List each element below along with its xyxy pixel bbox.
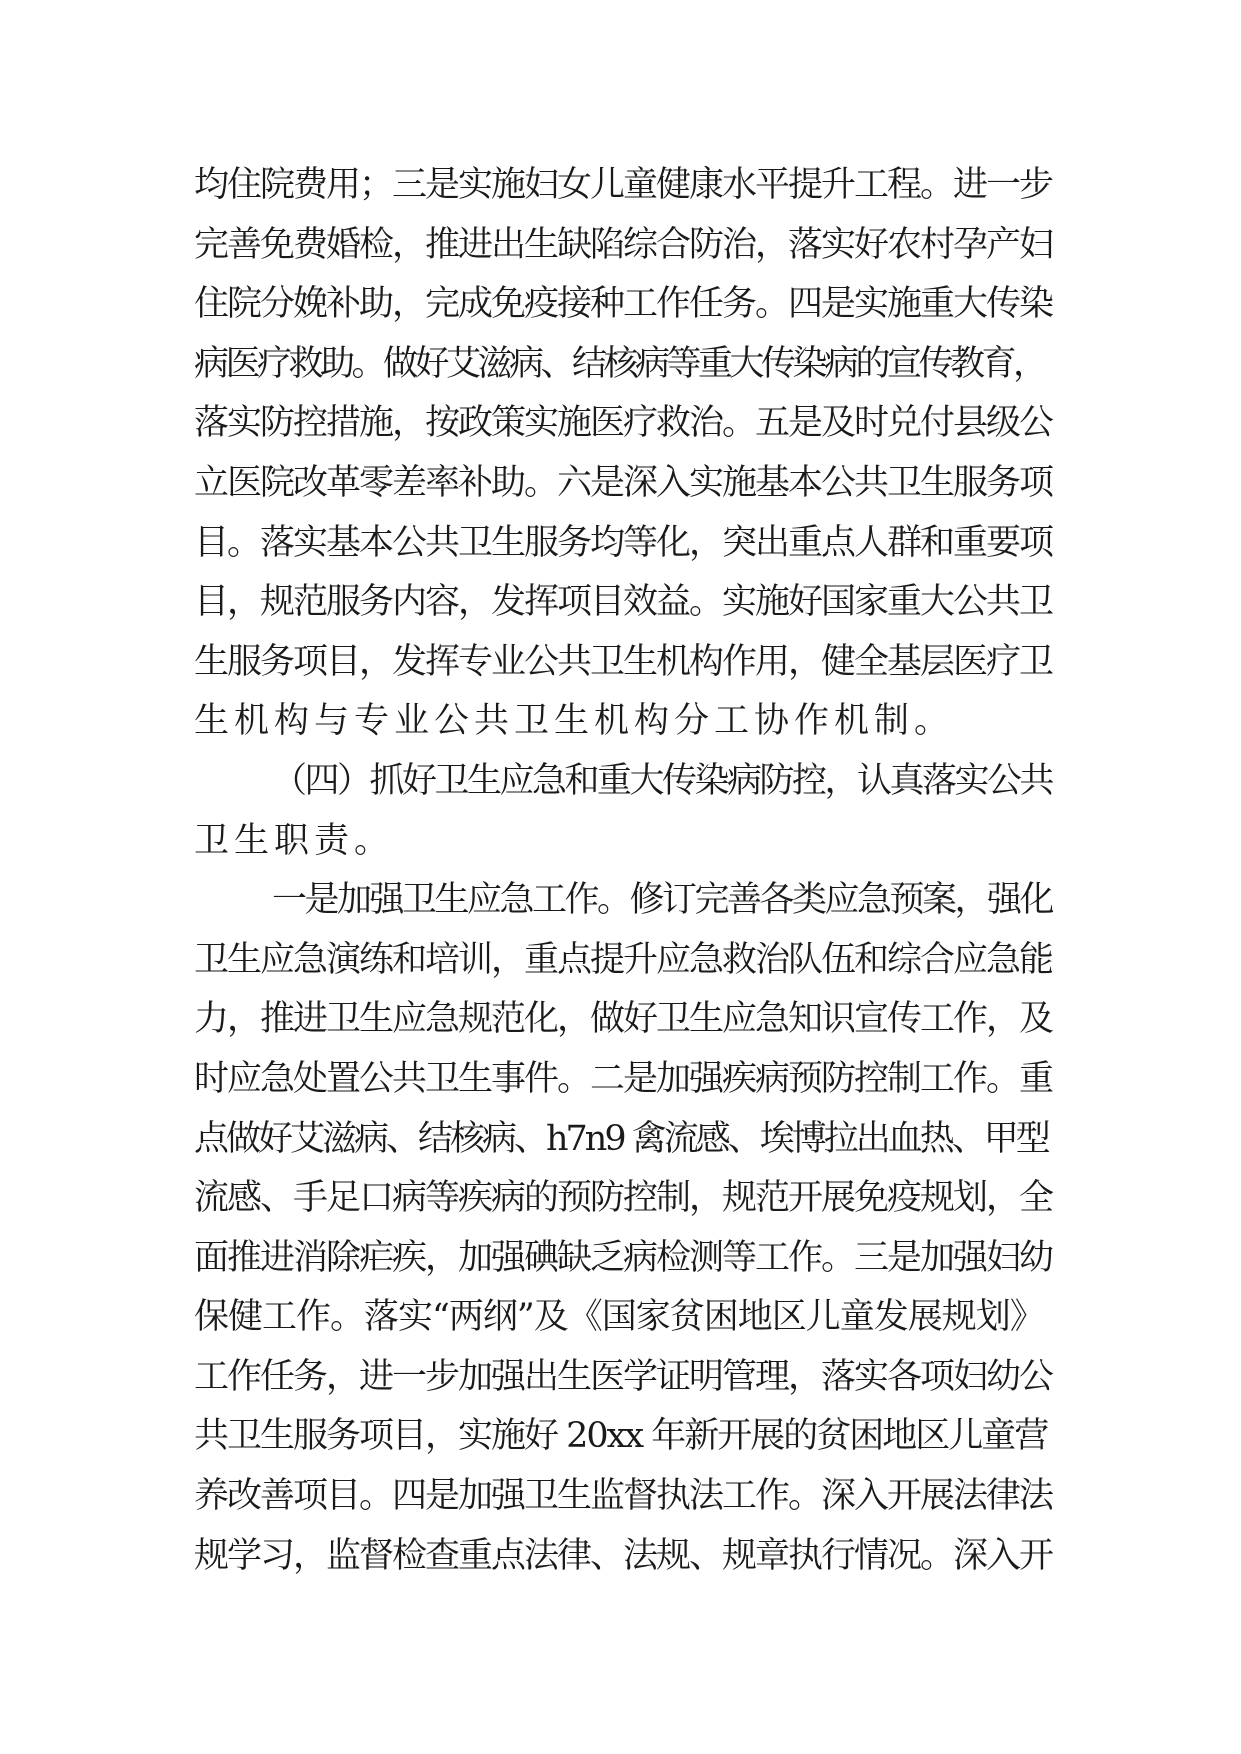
text-line: 共卫生服务项目，实施好 20xx 年新开展的贫困地区儿童营 — [194, 1416, 1048, 1457]
text-line: 保健工作。落实“两纲”及《国家贫困地区儿童发展规划》 — [194, 1297, 1044, 1338]
text-line: 完善免费婚检，推进出生缺陷综合防治，落实好农村孕产妇 — [194, 224, 1053, 265]
text-line: 目。落实基本公共卫生服务均等化，突出重点人群和重要项 — [194, 522, 1053, 563]
text-line: 一是加强卫生应急工作。修订完善各类应急预案，强化 — [272, 880, 1053, 921]
text-line: 点做好艾滋病、结核病、h7n9 禽流感、埃博拉出血热、甲型 — [194, 1118, 1048, 1159]
text-line: 目，规范服务内容，发挥项目效益。实施好国家重大公共卫 — [194, 582, 1053, 623]
text-line: 流感、手足口病等疾病的预防控制，规范开展免疫规划，全 — [194, 1178, 1053, 1219]
text-line: 病医疗救助。做好艾滋病、结核病等重大传染病的宣传教育， — [194, 343, 1045, 384]
text-line: （四）抓好卫生应急和重大传染病防控，认真落实公共 — [272, 760, 1053, 801]
text-line: 生机构与专业公共卫生机构分工协作机制。 — [194, 701, 955, 742]
text-line: 卫生应急演练和培训，重点提升应急救治队伍和综合应急能 — [194, 939, 1053, 980]
text-line: 均住院费用；三是实施妇女儿童健康水平提升工程。进一步 — [194, 165, 1053, 205]
text-line: 立医院改革零差率补助。六是深入实施基本公共卫生服务项 — [194, 462, 1053, 503]
text-line: 面推进消除疟疾，加强碘缺乏病检测等工作。三是加强妇幼 — [194, 1237, 1053, 1278]
text-line: 住院分娩补助，完成免疫接种工作任务。四是实施重大传染 — [194, 284, 1053, 325]
body-text — [194, 156, 1054, 1586]
text-line: 工作任务，进一步加强出生医学证明管理，落实各项妇幼公 — [194, 1356, 1053, 1397]
text-line: 卫生职责。 — [194, 820, 395, 861]
text-line: 生服务项目，发挥专业公共卫生机构作用，健全基层医疗卫 — [194, 641, 1053, 682]
text-line: 养改善项目。四是加强卫生监督执法工作。深入开展法律法 — [194, 1476, 1053, 1517]
text-line: 规学习，监督检查重点法律、法规、规章执行情况。深入开 — [194, 1535, 1053, 1576]
text-line: 时应急处置公共卫生事件。二是加强疾病预防控制工作。重 — [194, 1058, 1053, 1099]
text-line: 落实防控措施，按政策实施医疗救治。五是及时兑付县级公 — [194, 403, 1053, 444]
text-line: 力，推进卫生应急规范化，做好卫生应急知识宣传工作，及 — [194, 999, 1053, 1040]
